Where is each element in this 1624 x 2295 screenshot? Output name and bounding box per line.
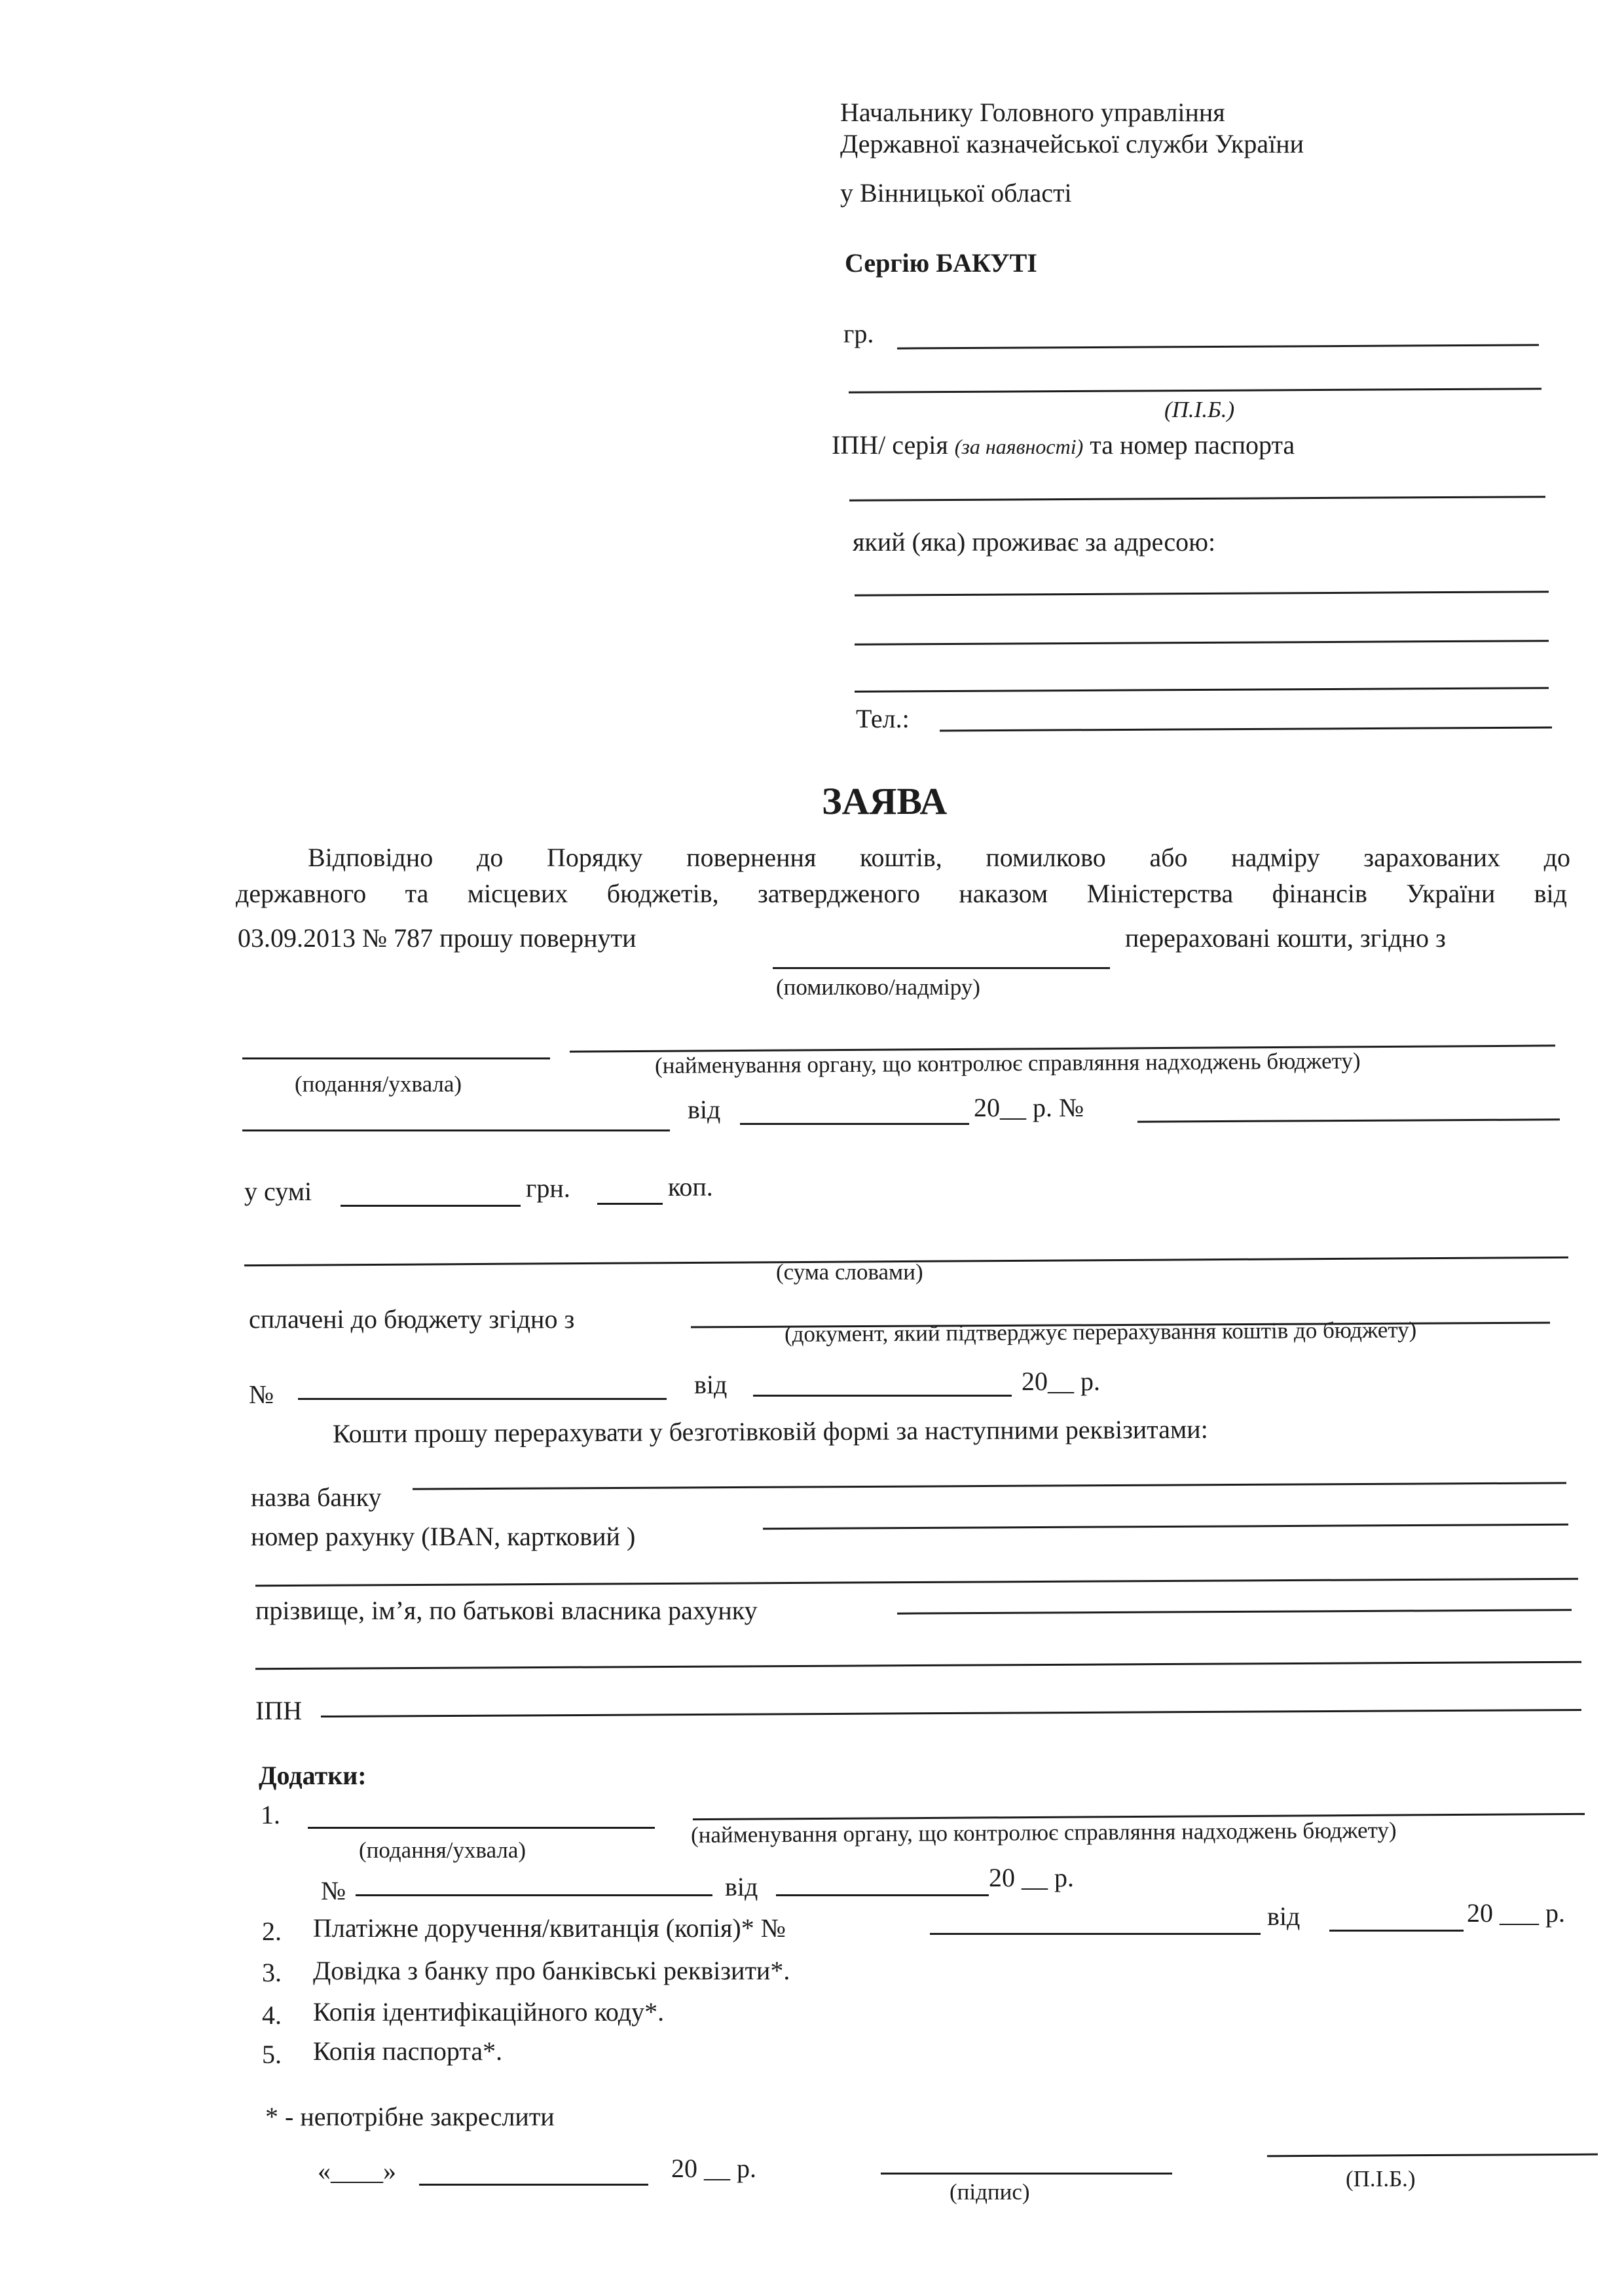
from-label-1: від [688, 1095, 721, 1124]
authority-cont-line[interactable] [242, 1129, 670, 1131]
para1-line3-end: перераховані кошти, згідно з [1125, 923, 1446, 953]
addressee-line3: у Вінницької області [840, 178, 1072, 208]
sum-uah-line[interactable] [341, 1205, 521, 1207]
ipn-suffix: та номер паспорта [1090, 430, 1295, 460]
account-number-label: номер рахунку (IBAN, картковий ) [251, 1522, 636, 1551]
bank-name-line[interactable] [413, 1482, 1566, 1490]
attachment-2-number: 2. [262, 1917, 282, 1946]
caption-wrong-overpaid: (помилково/надміру) [776, 974, 980, 1000]
attachment-5-number: 5. [262, 2040, 282, 2069]
para1-line2: державного та місцевих бюджетів, затвердженого наказом Міністерства фінансів України від [236, 879, 1567, 908]
date-month-line[interactable] [419, 2184, 648, 2186]
attachments-title: Додатки: [259, 1761, 367, 1790]
year-label-1: 20__ р. [1022, 1367, 1100, 1396]
pib-caption: (П.І.Б.) [1164, 397, 1235, 422]
attachment-1-caption-authority: (найменування органу, що контролює справляння надходжень бюджету) [690, 1817, 1397, 1848]
attachment-1-from-label: від [725, 1872, 758, 1901]
citizen-label: гр. [843, 319, 874, 348]
address-line-3[interactable] [855, 687, 1549, 693]
caption-submission: (подання/ухвала) [295, 1071, 462, 1097]
ipn-label: ІПН [255, 1696, 303, 1725]
date-line-2[interactable] [753, 1395, 1012, 1397]
signature-caption: (підпис) [950, 2179, 1030, 2205]
citizen-name-line-2[interactable] [849, 388, 1541, 394]
number-line-1[interactable] [1137, 1118, 1560, 1122]
caption-authority: (найменування органу, що контролює справляння надходжень бюджету) [654, 1048, 1361, 1078]
from-label-2: від [694, 1370, 728, 1399]
addressee-line1: Начальнику Головного управління [840, 98, 1225, 127]
transfer-request: Кошти прошу перерахувати у безготівковій формі за наступними реквізитами: [332, 1414, 1208, 1448]
wrong-overpaid-line[interactable] [773, 967, 1110, 969]
citizen-name-line[interactable] [897, 344, 1539, 349]
attachment-2-number-line[interactable] [930, 1933, 1261, 1935]
ipn-passport-line[interactable] [849, 496, 1545, 502]
caption-sum-words: (сума словами) [776, 1259, 923, 1285]
para1-line3-start: 03.09.2013 № 787 прошу повернути [238, 923, 637, 953]
para1-line1: Відповідно до Порядку повернення коштів, помилково або надміру зарахованих до [308, 843, 1570, 872]
ipn-passport-label [832, 432, 1295, 458]
sum-kop-line[interactable] [597, 1203, 663, 1205]
attachment-1-year: 20 __ р. [989, 1863, 1074, 1892]
attachment-5-text: Копія паспорта*. [313, 2036, 503, 2066]
addressee-name: Сергію БАКУТІ [845, 248, 1037, 278]
phone-line[interactable] [940, 727, 1552, 732]
uah-label: грн. [526, 1173, 570, 1203]
address-label: який (яка) проживає за адресою: [853, 527, 1216, 557]
submission-line[interactable] [242, 1057, 550, 1059]
attachment-2-date-line[interactable] [1329, 1930, 1464, 1932]
ipn-line[interactable] [321, 1709, 1581, 1717]
date-day: «____» [318, 2156, 396, 2186]
attachment-1-caption-submission: (подання/ухвала) [359, 1837, 526, 1863]
attachment-1-submission-line[interactable] [308, 1827, 655, 1829]
address-line-2[interactable] [855, 640, 1549, 646]
addressee-line2: Державної казначейської служби України [840, 129, 1304, 158]
pib-line[interactable] [1267, 2154, 1598, 2157]
account-number-line-2[interactable] [255, 1578, 1578, 1587]
ipn-italic: (за наявності) [954, 435, 1084, 458]
ipn-prefix: ІПН/ серія [832, 430, 948, 460]
phone-label: Тел.: [856, 704, 910, 733]
attachment-1-number-line[interactable] [356, 1894, 712, 1896]
attachment-3-text: Довідка з банку про банківські реквізити*. [313, 1956, 790, 1985]
account-number-line[interactable] [763, 1524, 1568, 1530]
attachment-3-number: 3. [262, 1958, 282, 1987]
attachment-1-no-label: № [321, 1876, 346, 1905]
owner-name-line-2[interactable] [255, 1661, 1581, 1670]
caption-document: (документ, який підтверджує перерахування коштів до бюджету) [784, 1317, 1417, 1347]
paid-label: сплачені до бюджету згідно з [249, 1304, 575, 1334]
address-line-1[interactable] [855, 591, 1549, 597]
in-sum-label: у сумі [244, 1177, 312, 1206]
attachment-2-from-label: від [1267, 1901, 1301, 1931]
doc-number-line[interactable] [298, 1398, 667, 1400]
date-year: 20 __ р. [671, 2154, 756, 2183]
owner-name-line[interactable] [897, 1609, 1572, 1614]
footer-pib-caption: (П.І.Б.) [1346, 2166, 1416, 2192]
attachment-2-text: Платіжне доручення/квитанція (копія)* № [313, 1913, 786, 1943]
document-title: ЗАЯВА [822, 780, 948, 822]
attachment-4-number: 4. [262, 2000, 282, 2030]
owner-name-label: прізвище, ім’я, по батькові власника рахунку [255, 1596, 758, 1625]
attachment-1-number: 1. [261, 1800, 280, 1829]
no-label-1: № [249, 1380, 274, 1409]
signature-line[interactable] [881, 2173, 1172, 2175]
attachment-4-text: Копія ідентифікаційного коду*. [313, 1997, 665, 2027]
bank-name-label: назва банку [251, 1482, 382, 1512]
attachment-1-date-line[interactable] [776, 1894, 989, 1896]
footer-note: * - непотрібне закреслити [265, 2102, 555, 2131]
date-line-1[interactable] [740, 1123, 969, 1125]
year-no-label: 20__ р. № [974, 1093, 1084, 1122]
kop-label: коп. [668, 1172, 713, 1202]
attachment-2-year: 20 ___ р. [1467, 1898, 1565, 1928]
